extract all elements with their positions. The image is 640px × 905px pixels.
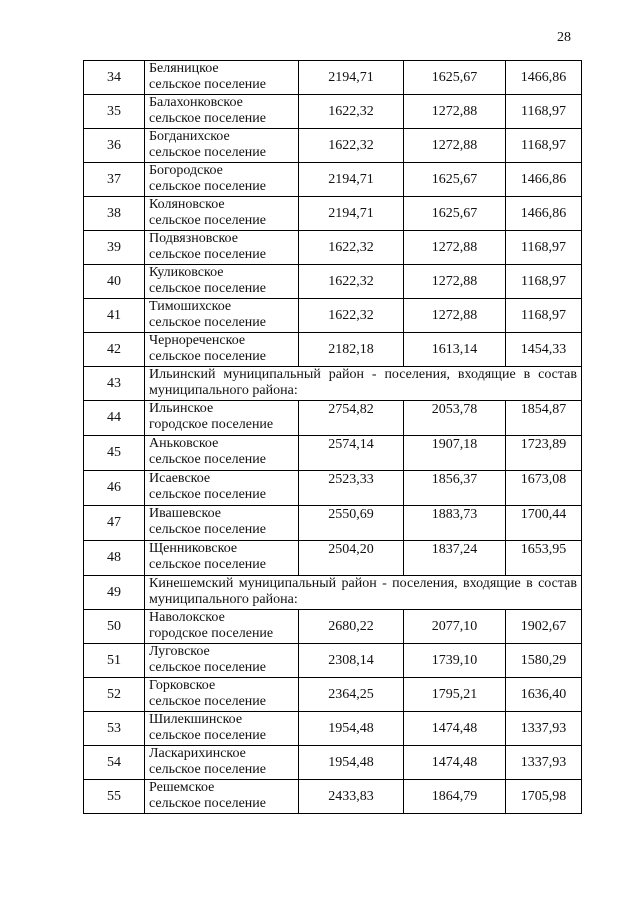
settlement-type-line2: сельское поселение — [149, 694, 266, 709]
settlement-name-line1: Чернореченское — [149, 333, 246, 348]
table-row — [84, 129, 582, 163]
value-v1: 2194,71 — [299, 61, 404, 95]
row-number: 45 — [84, 436, 145, 471]
settlement-type-line2: сельское поселение — [149, 247, 266, 262]
settlement-name-line1: Шилекшинское — [149, 712, 243, 727]
settlement-type-line2: сельское поселение — [149, 77, 266, 92]
value-v3: 1337,93 — [506, 712, 582, 746]
value-v2: 1474,48 — [404, 712, 506, 746]
tariff-table — [83, 60, 582, 814]
value-v3: 1700,44 — [506, 506, 582, 541]
settlement-type-line2: сельское поселение — [149, 452, 266, 467]
settlement-type-line2: сельское поселение — [149, 487, 266, 502]
row-number: 50 — [84, 610, 145, 644]
settlement-name — [145, 265, 299, 299]
settlement-name-line1: Подвязновское — [149, 231, 238, 246]
settlement-name-line1: Наволокское — [149, 610, 225, 625]
settlement-name-line1: Ласкарихинское — [149, 746, 246, 761]
page-number: 28 — [557, 30, 571, 45]
settlement-name — [145, 678, 299, 712]
row-number: 48 — [84, 541, 145, 576]
value-v2: 1625,67 — [404, 197, 506, 231]
value-v1: 2194,71 — [299, 163, 404, 197]
table-row — [84, 471, 582, 506]
value-v3: 1466,86 — [506, 197, 582, 231]
value-v1: 2194,71 — [299, 197, 404, 231]
value-v3: 1466,86 — [506, 163, 582, 197]
settlement-type-line2: сельское поселение — [149, 557, 266, 572]
table-row — [84, 436, 582, 471]
value-v3: 1673,08 — [506, 471, 582, 506]
settlement-name-line1: Ивашевское — [149, 506, 221, 521]
section-header-text: Кинешемский муниципальный район - поселения, входящие в состав муниципального района: — [145, 576, 582, 610]
row-number: 44 — [84, 401, 145, 436]
value-v2: 2053,78 — [404, 401, 506, 436]
value-v1: 2308,14 — [299, 644, 404, 678]
settlement-name — [145, 197, 299, 231]
value-v1: 1622,32 — [299, 129, 404, 163]
value-v3: 1168,97 — [506, 129, 582, 163]
table-body — [84, 61, 582, 814]
value-v2: 1272,88 — [404, 129, 506, 163]
settlement-name-line1: Аньковское — [149, 436, 219, 451]
settlement-name-line1: Луговское — [149, 644, 210, 659]
value-v3: 1168,97 — [506, 231, 582, 265]
settlement-type-line2: сельское поселение — [149, 213, 266, 228]
value-v2: 2077,10 — [404, 610, 506, 644]
value-v3: 1168,97 — [506, 95, 582, 129]
value-v1: 1622,32 — [299, 95, 404, 129]
settlement-name — [145, 129, 299, 163]
row-number: 36 — [84, 129, 145, 163]
row-number: 55 — [84, 780, 145, 814]
settlement-type-line2: сельское поселение — [149, 179, 266, 194]
row-number: 51 — [84, 644, 145, 678]
settlement-name-line1: Тимошихское — [149, 299, 232, 314]
value-v3: 1723,89 — [506, 436, 582, 471]
table-row — [84, 95, 582, 129]
table-row — [84, 780, 582, 814]
table-row — [84, 644, 582, 678]
value-v1: 2364,25 — [299, 678, 404, 712]
settlement-name — [145, 746, 299, 780]
settlement-name — [145, 644, 299, 678]
value-v1: 2550,69 — [299, 506, 404, 541]
settlement-type-line2: городское поселение — [149, 626, 274, 641]
settlement-name — [145, 436, 299, 471]
value-v1: 2754,82 — [299, 401, 404, 436]
settlement-name-line1: Беляницкое — [149, 61, 219, 76]
settlement-name — [145, 471, 299, 506]
settlement-name — [145, 610, 299, 644]
row-number: 53 — [84, 712, 145, 746]
value-v2: 1272,88 — [404, 231, 506, 265]
row-number: 35 — [84, 95, 145, 129]
value-v2: 1739,10 — [404, 644, 506, 678]
settlement-name-line1: Ильинское — [149, 401, 214, 416]
value-v3: 1580,29 — [506, 644, 582, 678]
value-v1: 2574,14 — [299, 436, 404, 471]
settlement-name — [145, 231, 299, 265]
table-row — [84, 265, 582, 299]
settlement-type-line2: сельское поселение — [149, 522, 266, 537]
value-v1: 1622,32 — [299, 299, 404, 333]
row-number: 40 — [84, 265, 145, 299]
row-number: 47 — [84, 506, 145, 541]
table-row — [84, 333, 582, 367]
value-v2: 1795,21 — [404, 678, 506, 712]
row-number: 37 — [84, 163, 145, 197]
row-number: 34 — [84, 61, 145, 95]
row-number: 43 — [84, 367, 145, 401]
table-row — [84, 712, 582, 746]
settlement-name — [145, 506, 299, 541]
table-row — [84, 163, 582, 197]
value-v2: 1613,14 — [404, 333, 506, 367]
settlement-type-line2: сельское поселение — [149, 728, 266, 743]
value-v2: 1864,79 — [404, 780, 506, 814]
value-v1: 2680,22 — [299, 610, 404, 644]
value-v3: 1168,97 — [506, 265, 582, 299]
table-row — [84, 61, 582, 95]
value-v3: 1636,40 — [506, 678, 582, 712]
settlement-type-line2: сельское поселение — [149, 281, 266, 296]
row-number: 46 — [84, 471, 145, 506]
row-number: 38 — [84, 197, 145, 231]
value-v3: 1168,97 — [506, 299, 582, 333]
value-v1: 1954,48 — [299, 712, 404, 746]
table-row — [84, 541, 582, 576]
table-row — [84, 401, 582, 436]
settlement-name-line1: Коляновское — [149, 197, 225, 212]
settlement-name — [145, 401, 299, 436]
settlement-name-line1: Богородское — [149, 163, 223, 178]
value-v3: 1454,33 — [506, 333, 582, 367]
row-number: 42 — [84, 333, 145, 367]
table-row — [84, 506, 582, 541]
section-header-text: Ильинский муниципальный район - поселения, входящие в состав муниципального района: — [145, 367, 582, 401]
settlement-name-line1: Решемское — [149, 780, 215, 795]
table-row — [84, 610, 582, 644]
settlement-name-line1: Исаевское — [149, 471, 211, 486]
settlement-name-line1: Балахонковское — [149, 95, 243, 110]
value-v3: 1337,93 — [506, 746, 582, 780]
settlement-name-line1: Куликовское — [149, 265, 224, 280]
value-v2: 1474,48 — [404, 746, 506, 780]
value-v3: 1705,98 — [506, 780, 582, 814]
value-v3: 1466,86 — [506, 61, 582, 95]
section-header-row — [84, 576, 582, 610]
row-number: 54 — [84, 746, 145, 780]
settlement-type-line2: сельское поселение — [149, 660, 266, 675]
value-v2: 1625,67 — [404, 61, 506, 95]
table-row — [84, 197, 582, 231]
settlement-name — [145, 541, 299, 576]
settlement-name-line1: Горковское — [149, 678, 216, 693]
value-v2: 1272,88 — [404, 299, 506, 333]
section-header-row — [84, 367, 582, 401]
settlement-name — [145, 780, 299, 814]
value-v2: 1272,88 — [404, 95, 506, 129]
value-v1: 2504,20 — [299, 541, 404, 576]
value-v2: 1625,67 — [404, 163, 506, 197]
settlement-type-line2: городское поселение — [149, 417, 274, 432]
value-v2: 1883,73 — [404, 506, 506, 541]
table-row — [84, 299, 582, 333]
table-row — [84, 746, 582, 780]
settlement-name — [145, 333, 299, 367]
value-v1: 1622,32 — [299, 231, 404, 265]
settlement-name — [145, 299, 299, 333]
value-v1: 1622,32 — [299, 265, 404, 299]
settlement-type-line2: сельское поселение — [149, 349, 266, 364]
row-number: 39 — [84, 231, 145, 265]
settlement-type-line2: сельское поселение — [149, 796, 266, 811]
settlement-name — [145, 61, 299, 95]
settlement-name — [145, 163, 299, 197]
table-row — [84, 678, 582, 712]
settlement-type-line2: сельское поселение — [149, 111, 266, 126]
value-v1: 2182,18 — [299, 333, 404, 367]
row-number: 52 — [84, 678, 145, 712]
value-v3: 1854,87 — [506, 401, 582, 436]
settlement-type-line2: сельское поселение — [149, 762, 266, 777]
value-v3: 1653,95 — [506, 541, 582, 576]
settlement-name-line1: Щенниковское — [149, 541, 238, 556]
value-v2: 1837,24 — [404, 541, 506, 576]
table-row — [84, 231, 582, 265]
row-number: 49 — [84, 576, 145, 610]
value-v2: 1272,88 — [404, 265, 506, 299]
value-v1: 1954,48 — [299, 746, 404, 780]
value-v1: 2433,83 — [299, 780, 404, 814]
row-number: 41 — [84, 299, 145, 333]
value-v3: 1902,67 — [506, 610, 582, 644]
settlement-name-line1: Богданихское — [149, 129, 230, 144]
settlement-type-line2: сельское поселение — [149, 315, 266, 330]
value-v1: 2523,33 — [299, 471, 404, 506]
settlement-name — [145, 95, 299, 129]
value-v2: 1856,37 — [404, 471, 506, 506]
settlement-name — [145, 712, 299, 746]
settlement-type-line2: сельское поселение — [149, 145, 266, 160]
value-v2: 1907,18 — [404, 436, 506, 471]
